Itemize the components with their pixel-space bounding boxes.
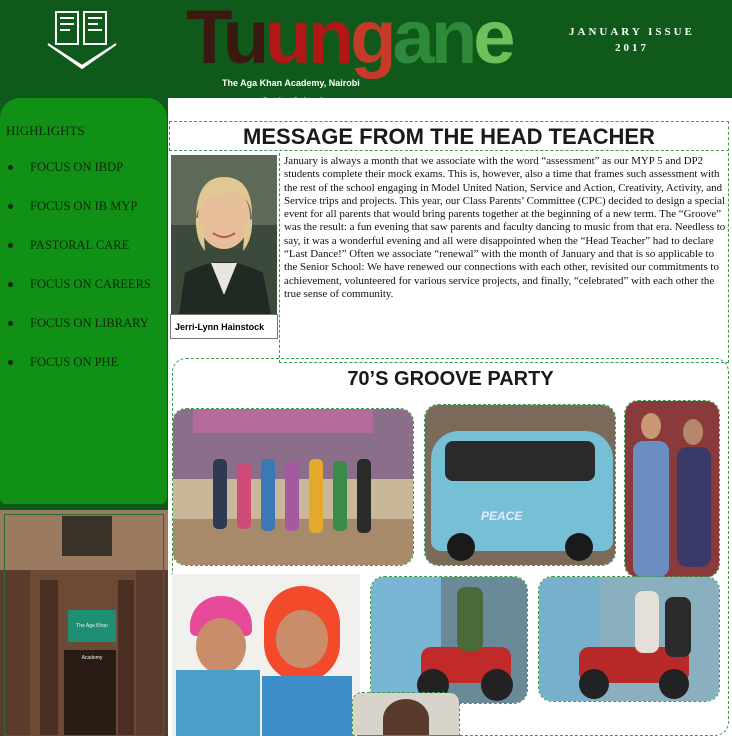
school-name: The Aga Khan Academy, Nairobi	[222, 78, 360, 88]
message-heading: MESSAGE FROM THE HEAD TEACHER	[243, 124, 655, 149]
sidebar-item-ibdp[interactable]	[0, 160, 167, 199]
groove-heading: 70’S GROOVE PARTY	[347, 368, 554, 390]
newsletter-title: Tuungane	[186, 0, 512, 80]
sidebar-item-label: FOCUS ON IB MYP	[30, 199, 138, 213]
party-photo-portrait	[352, 692, 460, 736]
photo-caption: Jerri-Lynn Hainstock	[170, 314, 278, 339]
bullet-icon	[8, 321, 13, 326]
issue-date	[552, 24, 712, 56]
party-photo-motorbike	[370, 576, 528, 704]
sidebar-heading: HIGHLIGHTS	[6, 123, 85, 138]
school-building-photo	[0, 510, 168, 736]
sidebar-item-label: FOCUS ON IBDP	[30, 160, 124, 174]
bullet-icon	[8, 282, 13, 287]
party-photo-van	[424, 404, 616, 566]
party-photo-motorbike-2	[538, 576, 720, 702]
party-photo-wigs	[172, 574, 360, 736]
bullet-icon	[8, 165, 13, 170]
highlights-sidebar	[0, 98, 167, 504]
sidebar-item-label: FOCUS ON PHE	[30, 355, 119, 369]
section-name: Senior School	[262, 96, 323, 106]
sidebar-item-label: FOCUS ON LIBRARY	[30, 316, 149, 330]
sidebar-item-pastoral-care[interactable]	[0, 238, 167, 277]
subtitle	[222, 78, 360, 106]
bullet-icon	[8, 204, 13, 209]
masthead	[0, 0, 732, 106]
sidebar-item-ib-myp[interactable]	[0, 199, 167, 238]
sidebar-item-careers[interactable]	[0, 277, 167, 316]
building-sign: The Aga Khan Academy	[68, 610, 116, 642]
bullet-icon	[8, 243, 13, 248]
academy-logo-icon	[44, 8, 122, 72]
issue-month: JANUARY ISSUE	[569, 26, 695, 38]
head-teacher-photo	[171, 155, 277, 315]
bullet-icon	[8, 360, 13, 365]
message-body: January is always a month that we associate with the word “assessment” as our MYP 5 and DP2 students complete their mock exams. This is, however, also a time that frames such assessment with the rest of the school engaging in Model United Nation, Service and Action, Creativity, Activity, and Service trips and projects. This year, our Class Parents’ Committee (CPC) decided to design a special event for all parents that would bring parents together at the beginning of a new term. The “Groove” was the result: a fun evening that saw parents and faculty dancing to music from that era. Needless to say, it was a wonderful evening and all were disappointed when the “Head Teacher” had to declare “Last Dance!” Often we associate “renewal” with the month of January and that is so applicable to the Senior School: We have renewed our connections with each other, revisited our commitments to achievement, volunteered for various service projects, and finally, “celebrated” with each other the true sense of community.	[284, 155, 726, 300]
sidebar-item-label: PASTORAL CARE	[30, 238, 130, 252]
sidebar-item-phe[interactable]	[0, 355, 167, 394]
issue-year: 2017	[615, 42, 649, 54]
message-heading-box	[169, 121, 729, 151]
sidebar-item-label: FOCUS ON CAREERS	[30, 277, 151, 291]
van-text: PEACE	[481, 509, 523, 523]
sidebar-item-library[interactable]	[0, 316, 167, 355]
party-photo-group	[172, 408, 414, 566]
highlights-list	[0, 160, 167, 394]
party-photo-couple	[624, 400, 720, 578]
